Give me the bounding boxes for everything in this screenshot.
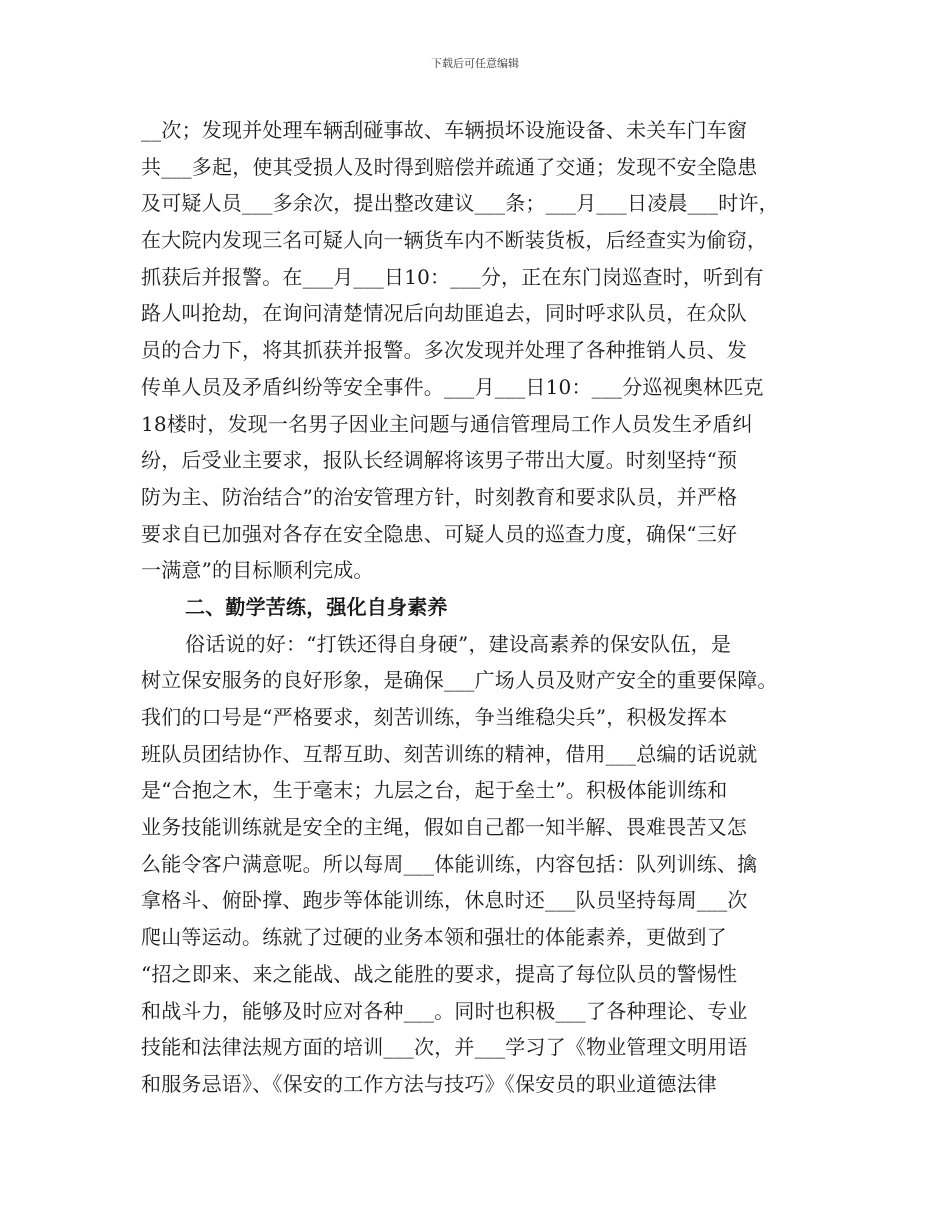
text-line: 传单人员及矛盾纠纷等安全事件。___月___日10：___分巡视奥林匹克 xyxy=(141,374,764,399)
text-line: 要求自已加强对各存在安全隐患、可疑人员的巡查力度，确保“三好 xyxy=(141,521,738,546)
text-line: 拿格斗、俯卧撑、跑步等体能训练，休息时还___队员坚持每周___次 xyxy=(141,888,748,913)
text-line: 和服务忌语》、《保安的工作方法与技巧》《保安员的职业道德法律 xyxy=(141,1071,717,1096)
page-header: 下载后可任意编辑 xyxy=(431,57,519,70)
text-line: 技能和法律法规方面的培训___次，并___学习了《物业管理文明用语 xyxy=(141,1035,748,1060)
text-line: 我们的口号是“严格要求，刻苦训练，争当维稳尖兵”，积极发挥本 xyxy=(141,705,728,729)
text-line: 一满意”的目标顺利完成。 xyxy=(141,558,374,583)
text-line: 及可疑人员___多余次，提出整改建议___条；___月___日凌晨___时许， xyxy=(141,191,779,216)
text-line: 抓获后并报警。在___月___日10：___分，正在东门岗巡查时，听到有 xyxy=(141,264,764,289)
text-line: “招之即来、来之能战、战之能胜的要求，提高了每位队员的警惕性 xyxy=(141,961,738,986)
text-line: 路人叫抢劫，在询问清楚情况后向劫匪追去，同时呼求队员，在众队 xyxy=(141,301,747,326)
text-line: 爬山等运动。练就了过硬的业务本领和强壮的体能素养，更做到了 xyxy=(141,925,727,950)
text-line: 在大院内发现三名可疑人向一辆货车内不断装货板，后经查实为偷窃， xyxy=(141,228,768,253)
text-line: __次；发现并处理车辆刮碰事故、车辆损坏设施设备、未关车门车窗 xyxy=(141,118,748,142)
text-line: 么能令客户满意呢。所以每周___体能训练，内容包括：队列训练、擒 xyxy=(141,851,758,876)
text-line: 班队员团结协作、互帮互助、刻苦训练的精神，借用___总编的话说就 xyxy=(141,741,758,766)
text-line: 业务技能训练就是安全的主绳，假如自己都一知半解、畏难畏苦又怎 xyxy=(141,815,747,840)
text-line: 俗话说的好：“打铁还得自身硬”，建设高素养的保安队伍，是 xyxy=(185,631,732,656)
text-line: 防为主、防治结合”的治安管理方针，时刻教育和要求队员，并严格 xyxy=(141,484,738,509)
text-line: 树立保安服务的良好形象，是确保___广场人员及财产安全的重要保障。 xyxy=(141,668,778,693)
text-line: 18楼时，发现一名男子因业主问题与通信管理局工作人员发生矛盾纠 xyxy=(141,411,753,436)
section-heading: 二、勤学苦练，强化自身素养 xyxy=(185,594,448,619)
text-line: 纷，后受业主要求，报队长经调解将该男子带出大厦。时刻坚持“预 xyxy=(141,448,738,473)
text-line: 是“合抱之木，生于毫末；九层之台，起于垒土”。积极体能训练和 xyxy=(141,778,728,803)
text-line: 和战斗力，能够及时应对各种___。同时也积极___了各种理论、专业 xyxy=(141,998,748,1023)
text-line: 员的合力下，将其抓获并报警。多次发现并处理了各种推销人员、发 xyxy=(141,338,747,363)
document-body xyxy=(141,112,821,1103)
text-line: 共___多起，使其受损人及时得到赔偿并疏通了交通；发现不安全隐患 xyxy=(141,154,758,179)
